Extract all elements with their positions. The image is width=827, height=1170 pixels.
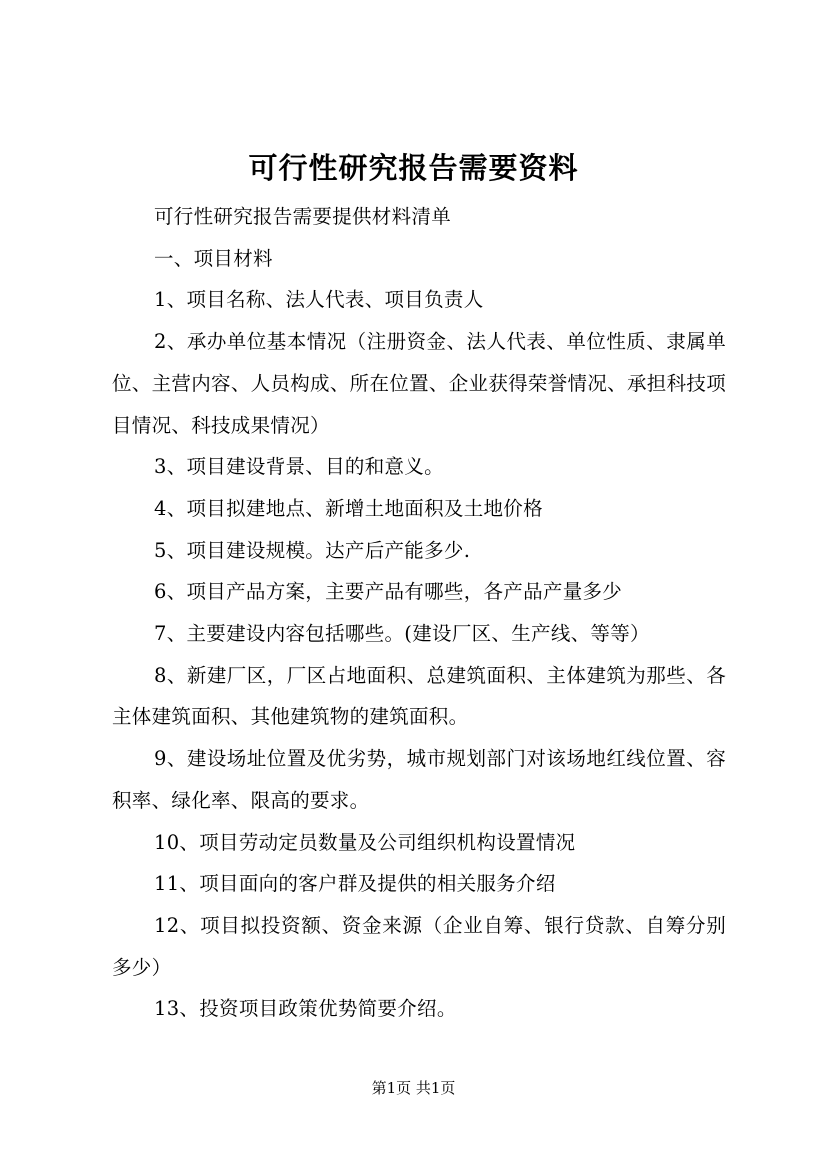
- paragraph-item-9: 9、建设场址位置及优劣势，城市规划部门对该场地红线位置、容积率、绿化率、限高的要求。: [112, 747, 726, 812]
- paragraph-item-10: 10、项目劳动定员数量及公司组织机构设置情况: [154, 830, 576, 854]
- document-body: [112, 196, 726, 1030]
- paragraph-item-6: 6、项目产品方案，主要产品有哪些，各产品产量多少: [154, 580, 623, 604]
- paragraph-material-list-heading: 可行性研究报告需要提供材料清单: [154, 205, 452, 228]
- paragraph-item-4: 4、项目拟建地点、新增土地面积及土地价格: [154, 496, 543, 520]
- paragraph-item-7: 7、主要建设内容包括哪些。(建设厂区、生产线、等等）: [154, 622, 650, 646]
- paragraph-item-8: 8、新建厂区，厂区占地面积、总建筑面积、主体建筑为那些、各主体建筑面积、其他建筑物的建筑面积。: [112, 663, 726, 729]
- page-number-footer: 第1页 共1页: [371, 1079, 456, 1097]
- paragraph-section-project-materials: 一、项目材料: [154, 246, 273, 270]
- paragraph-item-3: 3、项目建设背景、目的和意义。: [154, 455, 444, 479]
- paragraph-item-13: 13、投资项目政策优势简要介绍。: [154, 997, 457, 1021]
- document-title: 可行性研究报告需要资料: [248, 151, 579, 185]
- paragraph-item-11: 11、项目面向的客户群及提供的相关服务介绍: [154, 872, 556, 896]
- paragraph-item-2: 2、承办单位基本情况（注册资金、法人代表、单位性质、隶属单位、主营内容、人员构成、所在位置、企业获得荣誉情况、承担科技项目情况、科技成果情况）: [112, 330, 726, 437]
- paragraph-item-12: 12、项目拟投资额、资金来源（企业自筹、银行贷款、自筹分别多少）: [112, 913, 726, 979]
- paragraph-item-1: 1、项目名称、法人代表、项目负责人: [154, 288, 484, 312]
- paragraph-item-5: 5、项目建设规模。达产后产能多少.: [154, 538, 471, 562]
